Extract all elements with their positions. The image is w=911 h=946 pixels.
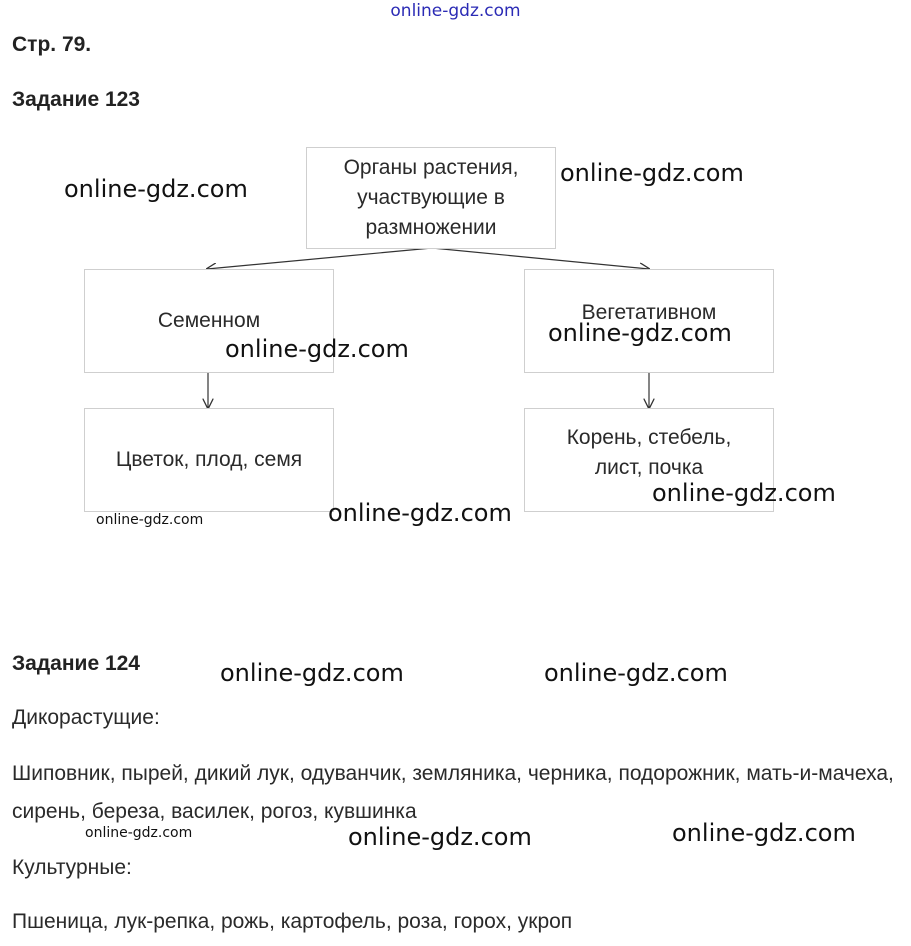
wild-plants-label: Дикорастущие: (12, 706, 160, 729)
watermark: online-gdz.com (560, 159, 744, 187)
task-123-title: Задание 123 (12, 88, 140, 111)
watermark: online-gdz.com (85, 825, 193, 841)
watermark: online-gdz.com (64, 175, 248, 203)
cultivated-plants-list: Пшеница, лук-репка, рожь, картофель, роза, горох, укроп (12, 910, 573, 933)
watermark: online-gdz.com (544, 659, 728, 687)
diagram-vegetative-text: Вегетативном (581, 301, 717, 324)
diagram-seed-text: Семенном (157, 309, 261, 332)
diagram-root-text: Органы растения, участвующие в размножении (343, 156, 519, 239)
arrow-root-to-left (207, 248, 432, 269)
watermark: online-gdz.com (652, 479, 836, 507)
diagram-seed-organs-box (84, 408, 334, 512)
arrow-root-to-right (432, 248, 649, 269)
watermark: online-gdz.com (548, 319, 732, 347)
diagram-root-box (306, 147, 556, 249)
watermark: online-gdz.com (220, 659, 404, 687)
watermark: online-gdz.com (96, 512, 204, 528)
diagram-seed-organs-text: Цветок, плод, семя (115, 448, 303, 471)
watermark: online-gdz.com (328, 499, 512, 527)
watermark-top: online-gdz.com (390, 1, 521, 21)
task-124-title: Задание 124 (12, 652, 140, 675)
diagram-vegetative-organs-text: Корень, стебель, лист, почка (566, 426, 732, 479)
cultivated-plants-label: Культурные: (12, 856, 132, 879)
page-reference: Стр. 79. (12, 33, 92, 56)
watermark: online-gdz.com (225, 335, 409, 363)
watermark: online-gdz.com (672, 819, 856, 847)
watermark: online-gdz.com (348, 823, 532, 851)
wild-plants-list: Шиповник, пырей, дикий лук, одуванчик, земляника, черника, подорожник, мать-и-мачеха, сирень, береза, василек, рогоз, кувшинка (12, 762, 894, 823)
